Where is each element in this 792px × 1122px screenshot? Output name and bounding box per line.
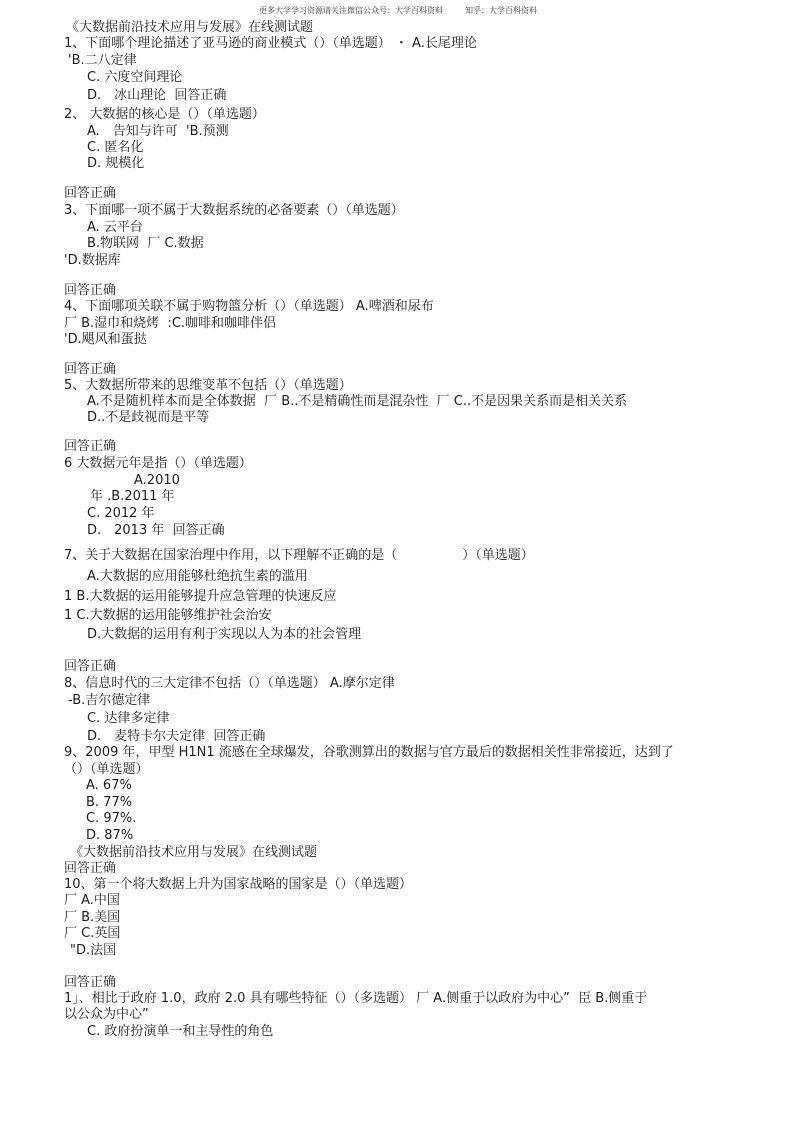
option: C. 政府扮演单一和主导性的角色: [87, 1024, 274, 1039]
option: D.大数据的运用有利于实现以人为本的社会管理: [87, 627, 362, 642]
option: C. 匿名化: [87, 140, 144, 155]
option: D. 2013 年 回答正确: [87, 523, 225, 538]
option: D. 冰山理论 回答正确: [87, 88, 227, 103]
option: A.不是随机样本而是全体数据 厂 B..不是精确性而是混杂性 厂 C..不是因果关系而是相关关系: [87, 394, 628, 409]
question-11-cont: 以公众为中心”: [64, 1007, 149, 1022]
question-8: 8、信息时代的三大定律不包括（）（单选题） A.摩尔定律: [64, 676, 395, 691]
option: A. 67%: [86, 778, 132, 793]
answer-status: 回答正确: [64, 861, 117, 876]
answer-status: 回答正确: [64, 439, 117, 454]
option: 1 B.大数据的运用能够提升应急管理的快速反应: [64, 589, 337, 604]
option: "D.法国: [70, 943, 117, 958]
question-6: 6 大数据元年是指（）（单选题）: [64, 456, 252, 471]
question-5: 5、大数据所带来的思维变革不包括（）（单选题）: [64, 378, 352, 393]
answer-status: 回答正确: [64, 975, 117, 990]
question-10: 10、第一个将大数据上升为国家战略的国家是（）（单选题）: [64, 877, 413, 892]
question-1: 1、下面哪个理论描述了亚马逊的商业模式（）（单选题） ・ A.长尾理论: [64, 36, 477, 51]
option: B. 77%: [86, 795, 133, 810]
option: A. 云平台: [87, 220, 143, 235]
option: 'B.二八定律: [68, 53, 137, 68]
question-2: 2、 大数据的核心是（）（单选题）: [64, 107, 265, 122]
option: D. 麦特卡尔夫定律 回答正确: [87, 729, 266, 744]
page-header: [259, 5, 559, 16]
option: 厂 B.湿巾和烧烤 :C.咖啡和咖啡伴侣: [64, 316, 277, 331]
header-zhihu-note: 知乎：大学百科资料: [465, 6, 537, 15]
question-9-cont: （）（单选题）: [64, 762, 149, 777]
option: 厂 B.美国: [64, 910, 121, 925]
option: D..不是歧视而是平等: [87, 410, 210, 425]
answer-status: 回答正确: [64, 362, 117, 377]
doc-title-repeat: 《大数据前沿技术应用与发展》在线测试题: [70, 845, 318, 860]
option: A. 告知与许可 'B.预测: [87, 124, 229, 139]
option: 厂 C.英国: [64, 926, 121, 941]
header-wechat-note: 更多大学学习资源请关注微信公众号：大学百科资料: [259, 6, 443, 15]
answer-status: 回答正确: [64, 186, 117, 201]
question-3: 3、下面哪一项不属于大数据系统的必备要素（）（单选题）: [64, 203, 404, 218]
option: 厂 A.中国: [64, 893, 120, 908]
option: A.2010: [134, 473, 180, 488]
option: -B.吉尔德定律: [68, 693, 151, 708]
question-9: 9、2009 年，甲型 H1N1 流感在全球爆发，谷歌测算出的数据与官方最后的数据相关性非常接近，达到了: [64, 745, 674, 760]
answer-status: 回答正确: [64, 283, 117, 298]
question-7: 7、关于大数据在国家治理中作用，以下理解不正确的是（ ）（单选题）: [64, 548, 534, 563]
option: D. 87%: [86, 828, 134, 843]
option: D. 规模化: [87, 156, 145, 171]
question-11: 1」、相比于政府 1.0，政府 2.0 具有哪些特征（）（多选题） 厂 A.侧重于以政府为中心” 臣 B.侧重于: [64, 991, 648, 1006]
question-4: 4、下面哪项关联不属于购物篮分析（）（单选题） A.啤酒和尿布: [64, 299, 434, 314]
option: A.大数据的应用能够杜绝抗生素的滥用: [87, 569, 308, 584]
option: C. 2012 年: [87, 506, 155, 521]
doc-title: 《大数据前沿技术应用与发展》在线测试题: [66, 20, 314, 35]
option: C. 达律多定律: [87, 711, 170, 726]
option: C. 六度空间理论: [87, 70, 183, 85]
option: B.物联网 厂 C.数据: [87, 236, 204, 251]
option: C. 97%.: [86, 811, 137, 826]
option: 'D.飓风和蛋挞: [64, 332, 147, 347]
answer-status: 回答正确: [64, 659, 117, 674]
option: 'D.数据库: [64, 253, 121, 268]
option: 1 C.大数据的运用能够维护社会治安: [64, 608, 272, 623]
option: 年 .B.2011 年: [90, 489, 175, 504]
